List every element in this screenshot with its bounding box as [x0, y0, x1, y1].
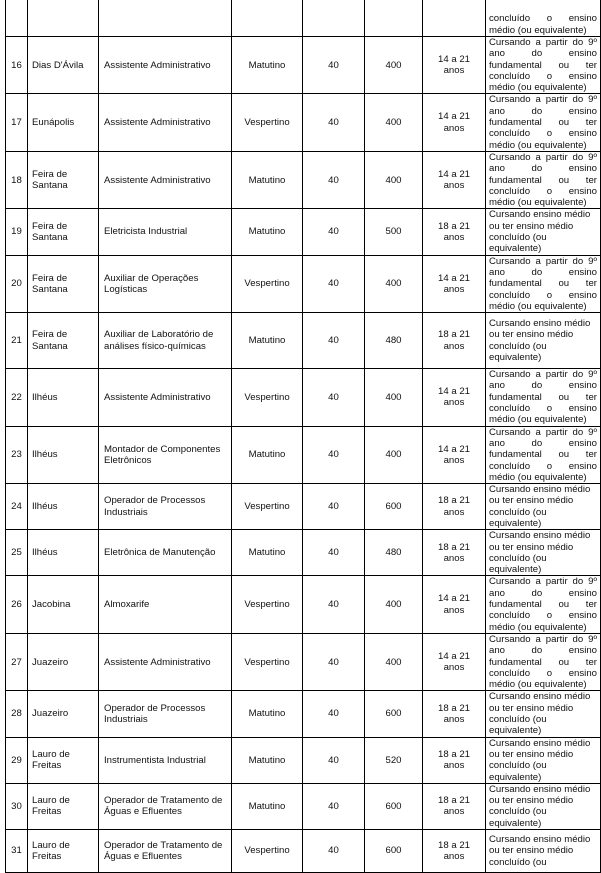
hours-cell	[365, 426, 423, 483]
vacancies-cell	[303, 691, 365, 737]
city-cell	[28, 576, 99, 633]
row-number-text: 16	[11, 59, 22, 71]
city-cell-text: Lauro de Freitas	[32, 839, 70, 862]
requirement-cell	[486, 576, 601, 633]
row-number-text: 17	[11, 117, 22, 129]
hours-cell	[365, 151, 423, 208]
requirement-cell-text: Cursando a partir do 9º ano do ensino fundamental ou ter concluído o ensino médio (ou equivalente)	[489, 151, 597, 209]
table-row	[6, 576, 601, 633]
course-cell	[99, 255, 232, 312]
age-range-cell	[423, 484, 486, 530]
shift-cell	[232, 369, 303, 426]
row-number	[6, 209, 28, 255]
vacancies-cell	[303, 313, 365, 369]
vacancies-cell	[303, 737, 365, 783]
city-cell-text: Feira de Santana	[32, 329, 68, 352]
shift-cell	[232, 313, 303, 369]
row-number	[6, 313, 28, 369]
shift-cell-text: Vespertino	[244, 656, 290, 668]
age-range-cell	[423, 151, 486, 208]
row-number	[6, 426, 28, 483]
city-cell-text: Juazeiro	[32, 708, 69, 720]
city-cell	[28, 151, 99, 208]
shift-cell-text: Matutino	[248, 800, 286, 812]
course-cell-text: Assistente Administrativo	[104, 391, 211, 403]
requirement-cell	[486, 691, 601, 737]
course-cell	[99, 484, 232, 530]
shift-cell-text: Vespertino	[244, 845, 290, 857]
shift-cell	[232, 37, 303, 94]
age-range-cell	[423, 37, 486, 94]
shift-cell	[232, 576, 303, 633]
city-cell-text: Feira de Santana	[32, 168, 68, 192]
vacancies-cell	[303, 484, 365, 530]
age-range-cell	[423, 209, 486, 255]
city-cell	[28, 209, 99, 255]
course-cell-text: Assistente Administrativo	[104, 117, 211, 129]
age-range-cell-text: 18 a 21 anos	[437, 495, 470, 518]
table-row	[6, 830, 601, 873]
course-cell-text: Auxiliar de Laboratório de análises físico-químicas	[104, 329, 214, 352]
row-number-text: 26	[11, 599, 22, 611]
vacancies-cell-text: 40	[328, 754, 339, 766]
age-range-cell-text: 14 a 21 anos	[437, 53, 470, 77]
shift-cell-text: Matutino	[248, 334, 286, 346]
row-number-text: 24	[11, 501, 22, 513]
row-number-text: 23	[11, 449, 22, 461]
hours-cell	[365, 484, 423, 530]
vacancies-cell	[303, 369, 365, 426]
age-range-cell	[423, 255, 486, 312]
hours-cell	[365, 633, 423, 690]
course-cell	[99, 633, 232, 690]
vacancies-cell-text: 40	[328, 547, 339, 559]
course-cell-text: Assistente Administrativo	[104, 656, 211, 668]
table-row	[6, 783, 601, 829]
shift-cell	[232, 783, 303, 829]
course-cell	[99, 369, 232, 426]
age-range-cell	[423, 94, 486, 151]
age-range-cell	[423, 737, 486, 783]
courses-table	[5, 0, 601, 873]
shift-cell-text: Vespertino	[244, 501, 290, 513]
vacancies-cell-text: 40	[328, 117, 339, 129]
row-number-text: 18	[11, 174, 22, 186]
row-number-text: 22	[11, 391, 22, 403]
course-cell-text: Eletricista Industrial	[104, 226, 188, 238]
table-row	[6, 313, 601, 369]
requirement-cell-text: Cursando ensino médio ou ter ensino médio concluído (ou equivalente)	[489, 530, 591, 576]
course-cell-text: Operador de Processos Industriais	[104, 702, 206, 726]
table-row	[6, 0, 601, 37]
row-number-text: 29	[11, 754, 22, 766]
course-cell-text: Assistente Administrativo	[104, 59, 211, 71]
city-cell	[28, 633, 99, 690]
table-row	[6, 691, 601, 737]
requirement-cell-text: Cursando ensino médio ou ter ensino médio concluído (ou equivalente)	[489, 484, 591, 529]
requirement-cell-text: concluído o ensino médio (ou equivalente)	[489, 13, 597, 36]
row-number-text: 28	[11, 708, 22, 720]
requirement-cell-text: Cursando ensino médio ou ter ensino médio concluído (ou	[489, 834, 591, 868]
shift-cell-text: Matutino	[248, 174, 286, 186]
course-cell-text: Instrumentista Industrial	[104, 754, 206, 766]
shift-cell	[232, 737, 303, 783]
row-number-text: 20	[11, 278, 22, 290]
city-cell	[28, 530, 99, 576]
age-range-cell-text: 14 a 21 anos	[437, 168, 470, 192]
course-cell	[99, 830, 232, 873]
row-number	[6, 484, 28, 530]
hours-cell-text: 400	[385, 117, 402, 129]
row-number	[6, 830, 28, 873]
age-range-cell	[423, 830, 486, 873]
vacancies-cell	[303, 209, 365, 255]
shift-cell	[232, 209, 303, 255]
vacancies-cell	[303, 255, 365, 312]
age-range-cell-text: 18 a 21 anos	[437, 329, 470, 352]
requirement-cell	[486, 255, 601, 312]
vacancies-cell	[303, 94, 365, 151]
vacancies-cell-text: 40	[328, 334, 339, 346]
vacancies-cell	[303, 151, 365, 208]
shift-cell-text: Matutino	[248, 226, 286, 238]
shift-cell	[232, 255, 303, 312]
city-cell-text: Dias D'Ávila	[32, 59, 84, 71]
city-cell	[28, 691, 99, 737]
shift-cell	[232, 94, 303, 151]
course-cell	[99, 37, 232, 94]
requirement-cell	[486, 484, 601, 530]
hours-cell	[365, 209, 423, 255]
city-cell-text: Feira de Santana	[32, 272, 68, 295]
table-row	[6, 37, 601, 94]
shift-cell	[232, 830, 303, 873]
hours-cell	[365, 530, 423, 576]
requirement-cell	[486, 209, 601, 255]
table-row	[6, 633, 601, 690]
requirement-cell	[486, 369, 601, 426]
requirement-cell	[486, 633, 601, 690]
hours-cell-text: 400	[385, 59, 402, 71]
row-number	[6, 576, 28, 633]
hours-cell-text: 600	[385, 501, 402, 513]
hours-cell	[365, 313, 423, 369]
hours-cell	[365, 737, 423, 783]
age-range-cell-text: 14 a 21 anos	[437, 111, 470, 134]
course-cell	[99, 0, 232, 37]
vacancies-cell-text: 40	[328, 800, 339, 812]
age-range-cell-text: 18 a 21 anos	[437, 795, 470, 818]
hours-cell-text: 600	[385, 800, 402, 812]
row-number-text: 27	[11, 656, 22, 668]
city-cell	[28, 783, 99, 829]
hours-cell-text: 480	[385, 547, 402, 559]
course-cell	[99, 209, 232, 255]
hours-cell-text: 400	[385, 599, 402, 611]
hours-cell-text: 520	[385, 754, 402, 766]
age-range-cell-text: 18 a 21 anos	[437, 839, 470, 862]
course-cell	[99, 151, 232, 208]
vacancies-cell-text: 40	[328, 59, 339, 71]
table-row	[6, 369, 601, 426]
course-cell-text: Eletrônica de Manutenção	[104, 547, 216, 559]
requirement-cell	[486, 151, 601, 208]
shift-cell-text: Matutino	[248, 754, 286, 766]
shift-cell	[232, 691, 303, 737]
city-cell-text: Ilhéus	[32, 501, 58, 513]
vacancies-cell	[303, 783, 365, 829]
age-range-cell	[423, 691, 486, 737]
course-cell	[99, 94, 232, 151]
vacancies-cell-text: 40	[328, 656, 339, 668]
requirement-cell-text: Cursando ensino médio ou ter ensino médio concluído (ou equivalente)	[489, 783, 591, 829]
city-cell	[28, 0, 99, 37]
row-number-text: 25	[11, 547, 22, 559]
course-cell-text: Montador de Componentes Eletrônicos	[104, 443, 221, 466]
requirement-cell	[486, 426, 601, 483]
table-row	[6, 737, 601, 783]
requirement-cell-text: Cursando a partir do 9º ano do ensino fundamental ou ter concluído o ensino médio (ou equivalente)	[489, 369, 597, 426]
city-cell	[28, 369, 99, 426]
course-cell	[99, 576, 232, 633]
shift-cell-text: Vespertino	[244, 117, 290, 129]
vacancies-cell-text: 40	[328, 845, 339, 857]
shift-cell	[232, 633, 303, 690]
vacancies-cell	[303, 530, 365, 576]
row-number	[6, 737, 28, 783]
vacancies-cell	[303, 830, 365, 873]
requirement-cell-text: Cursando ensino médio ou ter ensino médio concluído (ou equivalente)	[489, 691, 591, 737]
vacancies-cell	[303, 426, 365, 483]
course-cell	[99, 783, 232, 829]
city-cell-text: Ilhéus	[32, 449, 58, 461]
hours-cell-text: 400	[385, 391, 402, 403]
requirement-cell-text: Cursando a partir do 9º ano do ensino fundamental ou ter concluído o ensino médio (ou equivalente)	[489, 37, 597, 94]
requirement-cell	[486, 830, 601, 873]
shift-cell-text: Vespertino	[244, 391, 290, 403]
course-cell	[99, 313, 232, 369]
row-number	[6, 94, 28, 151]
city-cell-text: Juazeiro	[32, 656, 69, 668]
vacancies-cell-text: 40	[328, 708, 339, 720]
hours-cell-text: 400	[385, 174, 402, 186]
table-row	[6, 151, 601, 208]
shift-cell-text: Matutino	[248, 59, 286, 71]
age-range-cell-text: 14 a 21 anos	[437, 443, 470, 466]
table-row	[6, 484, 601, 530]
city-cell	[28, 255, 99, 312]
row-number	[6, 151, 28, 208]
vacancies-cell	[303, 0, 365, 37]
shift-cell-text: Matutino	[248, 708, 286, 720]
age-range-cell-text: 18 a 21 anos	[437, 702, 470, 726]
requirement-cell	[486, 94, 601, 151]
hours-cell-text: 600	[385, 845, 402, 857]
shift-cell	[232, 530, 303, 576]
age-range-cell	[423, 0, 486, 37]
age-range-cell-text: 18 a 21 anos	[437, 220, 470, 244]
course-cell	[99, 530, 232, 576]
city-cell-text: Ilhéus	[32, 547, 58, 559]
row-number	[6, 691, 28, 737]
requirement-cell-text: Cursando a partir do 9º ano do ensino fundamental ou ter concluído o ensino médio (ou equivalente)	[489, 255, 597, 312]
city-cell	[28, 426, 99, 483]
hours-cell-text: 400	[385, 656, 402, 668]
hours-cell	[365, 369, 423, 426]
age-range-cell-text: 18 a 21 anos	[437, 541, 470, 564]
city-cell	[28, 37, 99, 94]
course-cell-text: Auxiliar de Operações Logísticas	[104, 272, 199, 295]
vacancies-cell-text: 40	[328, 391, 339, 403]
age-range-cell	[423, 530, 486, 576]
requirement-cell-text: Cursando ensino médio ou ter ensino médio concluído (ou equivalente)	[489, 318, 591, 363]
row-number	[6, 255, 28, 312]
shift-cell	[232, 151, 303, 208]
shift-cell-text: Matutino	[248, 547, 286, 559]
requirement-cell	[486, 530, 601, 576]
age-range-cell-text: 18 a 21 anos	[437, 748, 470, 772]
course-cell	[99, 737, 232, 783]
row-number	[6, 783, 28, 829]
requirement-cell-text: Cursando ensino médio ou ter ensino médio concluído (ou equivalente)	[489, 209, 591, 255]
hours-cell-text: 480	[385, 334, 402, 346]
hours-cell	[365, 783, 423, 829]
course-cell-text: Almoxarife	[104, 599, 150, 611]
hours-cell	[365, 94, 423, 151]
shift-cell	[232, 426, 303, 483]
table-row	[6, 255, 601, 312]
city-cell	[28, 94, 99, 151]
vacancies-cell-text: 40	[328, 278, 339, 290]
row-number	[6, 633, 28, 690]
hours-cell	[365, 0, 423, 37]
course-cell	[99, 426, 232, 483]
city-cell-text: Eunápolis	[32, 117, 75, 129]
course-cell-text: Operador de Tratamento de Águas e Efluentes	[104, 795, 223, 818]
city-cell-text: Ilhéus	[32, 391, 58, 403]
row-number	[6, 369, 28, 426]
age-range-cell	[423, 576, 486, 633]
row-number-text: 21	[11, 334, 22, 346]
vacancies-cell	[303, 37, 365, 94]
requirement-cell	[486, 737, 601, 783]
row-number	[6, 0, 28, 37]
table-row	[6, 530, 601, 576]
vacancies-cell-text: 40	[328, 226, 339, 238]
requirement-cell-text: Cursando a partir do 9º ano do ensino fundamental ou ter concluído o ensino médio (ou equivalente)	[489, 633, 597, 691]
course-cell	[99, 691, 232, 737]
city-cell-text: Lauro de Freitas	[32, 795, 70, 818]
requirement-cell-text: Cursando a partir do 9º ano do ensino fundamental ou ter concluído o ensino médio (ou equivalente)	[489, 426, 597, 483]
age-range-cell-text: 14 a 21 anos	[437, 593, 470, 616]
row-number	[6, 530, 28, 576]
city-cell	[28, 484, 99, 530]
age-range-cell	[423, 313, 486, 369]
table-row	[6, 426, 601, 483]
shift-cell-text: Vespertino	[244, 599, 290, 611]
requirement-cell-text: Cursando a partir do 9º ano do ensino fundamental ou ter concluído o ensino médio (ou equivalente)	[489, 94, 597, 151]
hours-cell-text: 600	[385, 708, 402, 720]
hours-cell	[365, 691, 423, 737]
age-range-cell	[423, 783, 486, 829]
city-cell-text: Feira de Santana	[32, 220, 68, 244]
shift-cell-text: Matutino	[248, 449, 286, 461]
vacancies-cell	[303, 633, 365, 690]
course-cell-text: Operador de Tratamento de Águas e Efluentes	[104, 839, 223, 862]
row-number-text: 31	[11, 845, 22, 857]
course-cell-text: Operador de Processos Industriais	[104, 495, 206, 518]
age-range-cell-text: 14 a 21 anos	[437, 272, 470, 295]
age-range-cell-text: 14 a 21 anos	[437, 650, 470, 674]
requirement-cell-text: Cursando a partir do 9º ano do ensino fundamental ou ter concluído o ensino médio (ou equivalente)	[489, 576, 597, 633]
hours-cell	[365, 37, 423, 94]
vacancies-cell-text: 40	[328, 599, 339, 611]
shift-cell	[232, 484, 303, 530]
row-number-text: 19	[11, 226, 22, 238]
vacancies-cell-text: 40	[328, 174, 339, 186]
table-row	[6, 94, 601, 151]
requirement-cell	[486, 37, 601, 94]
hours-cell-text: 500	[385, 226, 402, 238]
shift-cell-text: Vespertino	[244, 278, 290, 290]
requirement-cell-text: Cursando ensino médio ou ter ensino médio concluído (ou equivalente)	[489, 737, 591, 783]
age-range-cell	[423, 633, 486, 690]
courses-table-body	[6, 0, 601, 873]
age-range-cell-text: 14 a 21 anos	[437, 386, 470, 409]
hours-cell	[365, 830, 423, 873]
age-range-cell	[423, 369, 486, 426]
course-cell-text: Assistente Administrativo	[104, 174, 211, 186]
vacancies-cell	[303, 576, 365, 633]
vacancies-cell-text: 40	[328, 449, 339, 461]
city-cell	[28, 830, 99, 873]
requirement-cell	[486, 313, 601, 369]
age-range-cell	[423, 426, 486, 483]
city-cell	[28, 313, 99, 369]
shift-cell	[232, 0, 303, 37]
row-number-text: 30	[11, 800, 22, 812]
city-cell-text: Lauro de Freitas	[32, 748, 70, 772]
requirement-cell	[486, 783, 601, 829]
vacancies-cell-text: 40	[328, 501, 339, 513]
requirement-cell	[486, 0, 601, 37]
table-row	[6, 209, 601, 255]
row-number	[6, 37, 28, 94]
city-cell-text: Jacobina	[32, 599, 71, 611]
city-cell	[28, 737, 99, 783]
hours-cell	[365, 255, 423, 312]
hours-cell-text: 400	[385, 278, 402, 290]
hours-cell	[365, 576, 423, 633]
hours-cell-text: 400	[385, 449, 402, 461]
